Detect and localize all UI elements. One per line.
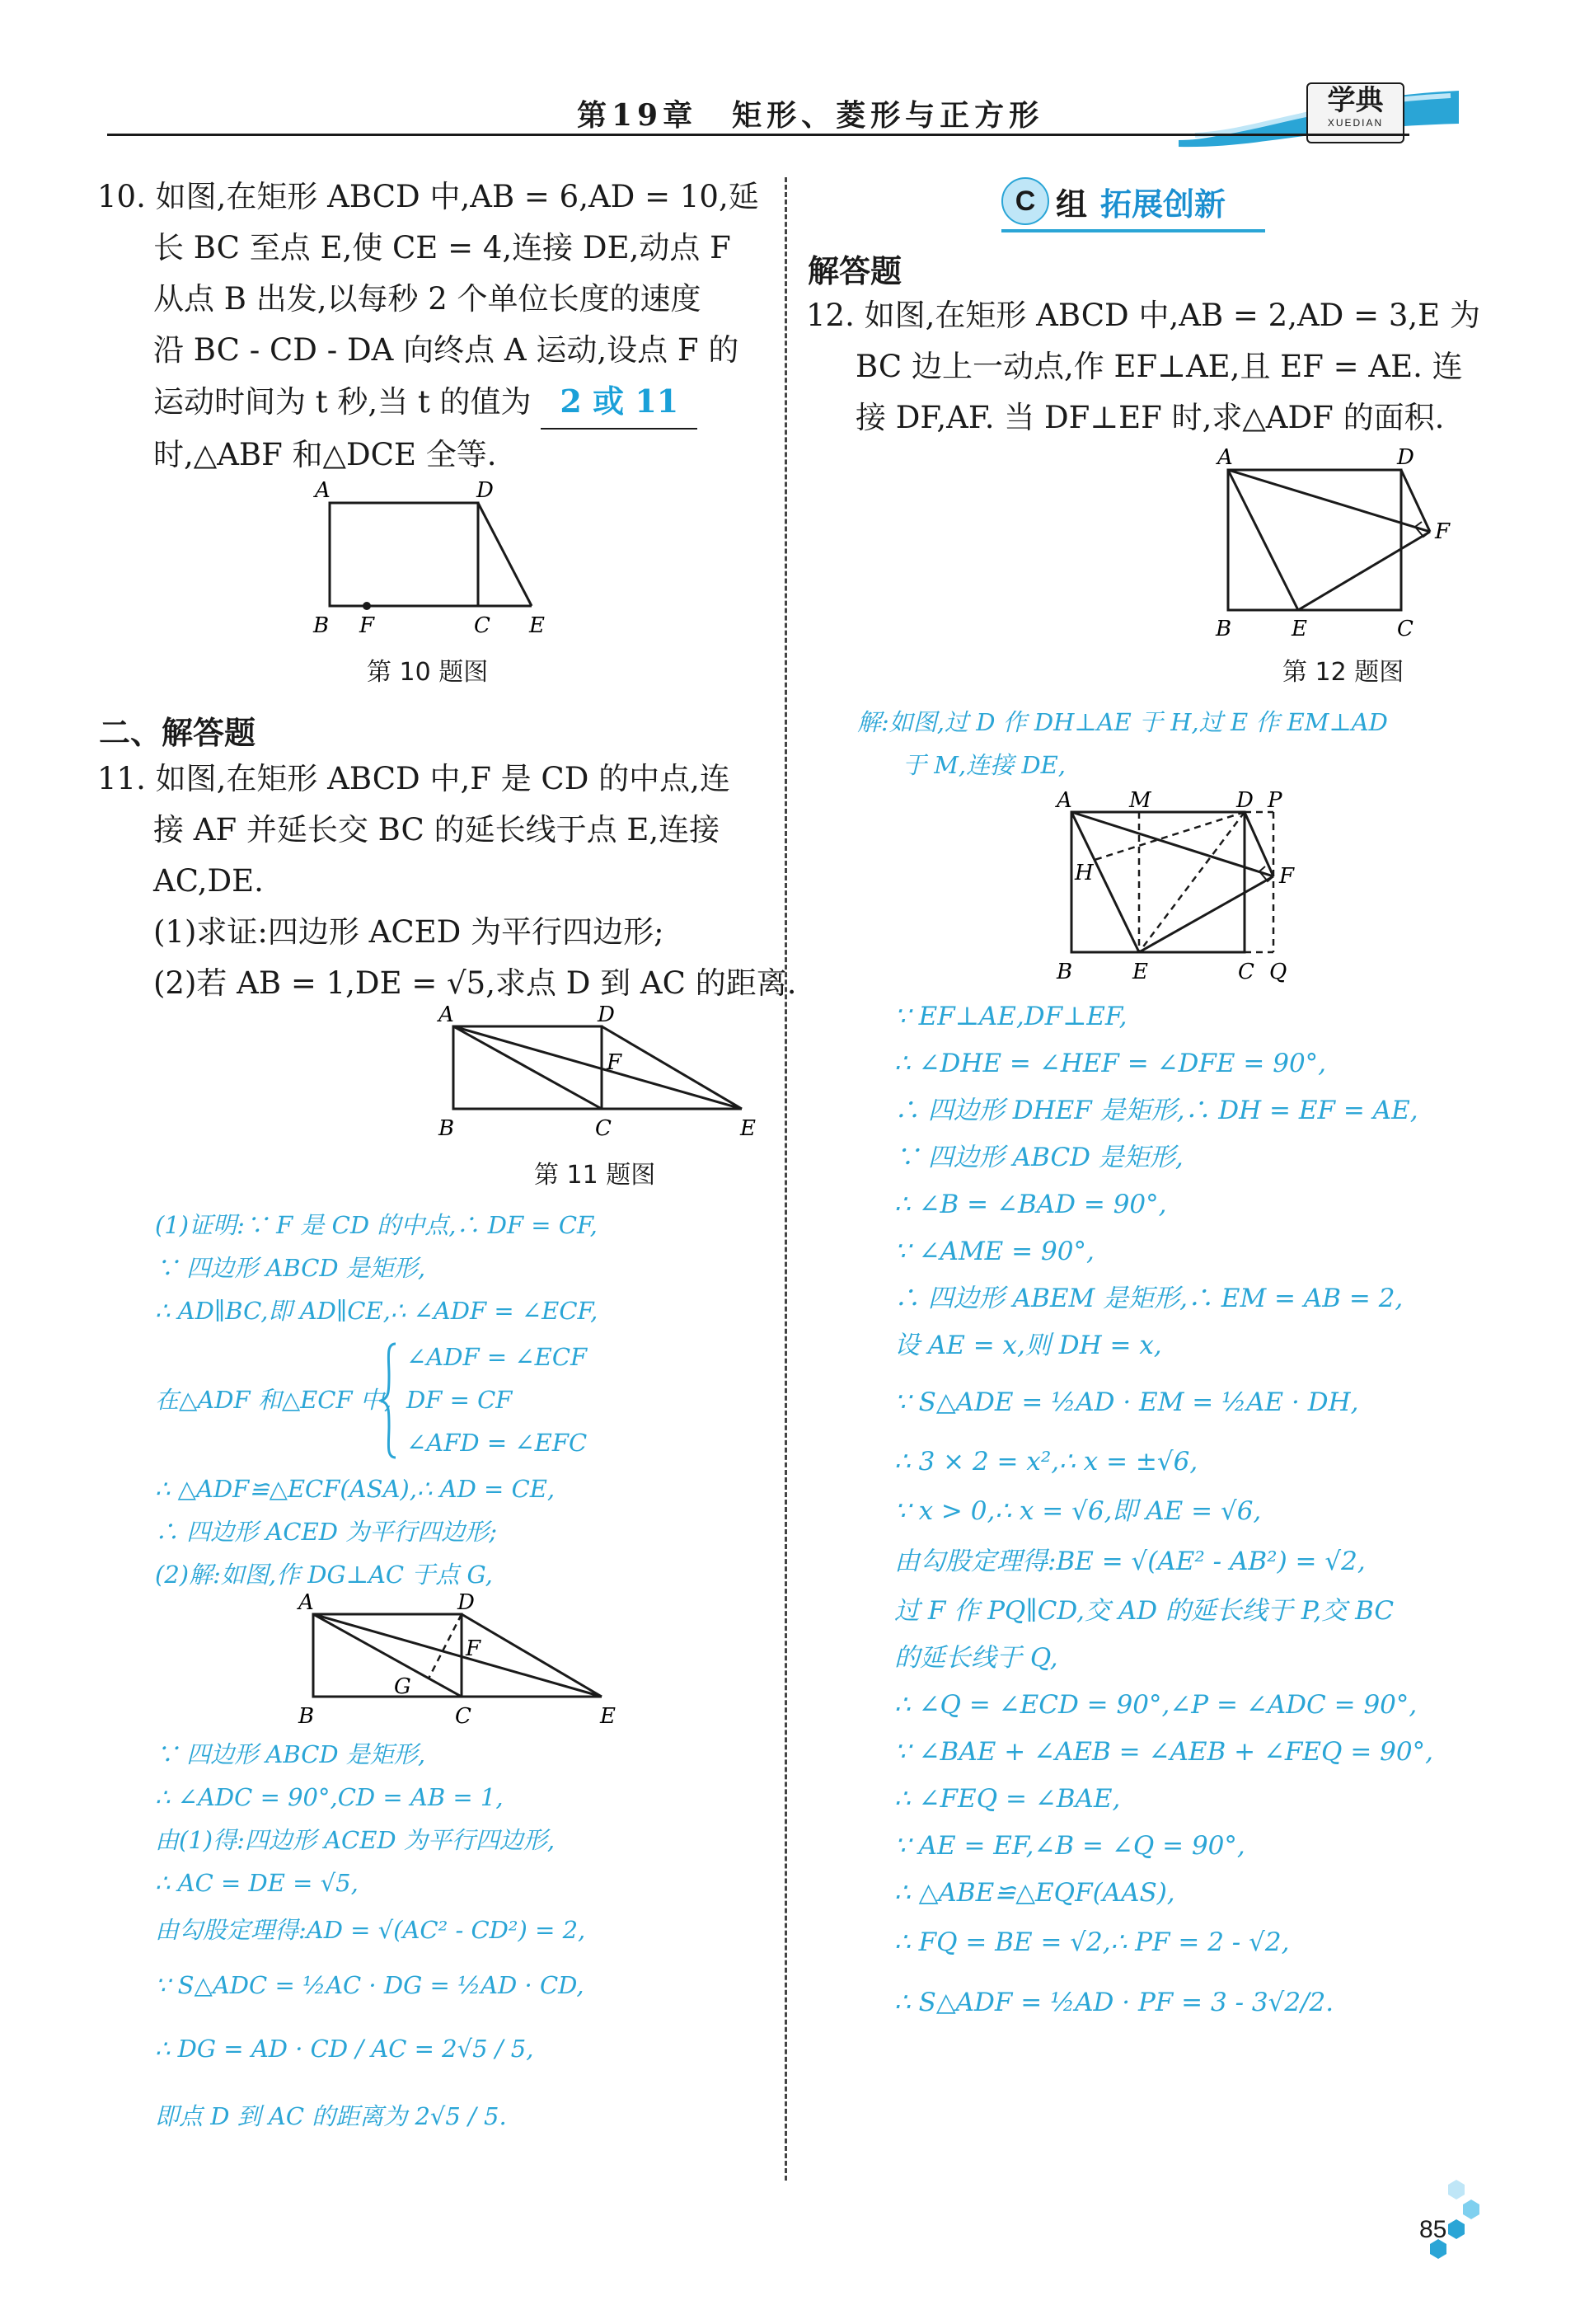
figure-10 xyxy=(305,474,569,639)
q10-line: 沿 BC - CD - DA 向终点 A 运动,设点 F 的 xyxy=(153,332,739,368)
solution-12-steps xyxy=(894,993,1433,2037)
solfig12-segment-df xyxy=(1245,812,1273,876)
sol11-line: ∴ DG = AD · CD / AC = 2√5 / 5, xyxy=(155,2035,534,2063)
solfig12-segment-af xyxy=(1071,812,1273,876)
fig11-segment-de xyxy=(602,1026,742,1109)
sol12-intro-line: 于 M,连接 DE, xyxy=(902,751,1066,779)
fig12-rectangle xyxy=(1228,470,1401,610)
question-10 xyxy=(97,171,759,481)
solution-12-intro xyxy=(857,701,1388,786)
fig12-label-c: C xyxy=(1397,617,1414,639)
q10-answer-blank xyxy=(541,376,697,430)
q12-line: BC 边上一动点,作 EF⊥AE,且 EF = AE. 连 xyxy=(856,349,1463,384)
fig11-caption: 第 11 题图 xyxy=(534,1161,656,1190)
sol12-line: 设 AE = x,则 DH = x, xyxy=(894,1331,1162,1360)
solution-11-part1b xyxy=(155,1467,555,1596)
sol12-line: ∴ 四边形 ABEM 是矩形,∴ EM = AB = 2, xyxy=(894,1284,1404,1313)
sol11-line: ∴ AC = DE = √5, xyxy=(155,1869,359,1897)
solfig12-label-d: D xyxy=(1236,788,1254,813)
solfig12-label-q: Q xyxy=(1269,960,1287,984)
sol11-line: (1)证明:∵ F 是 CD 的中点,∴ DF = CF, xyxy=(155,1211,598,1239)
sol12-intro-line: 解:如图,过 D 作 DH⊥AE 于 H,过 E 作 EM⊥AD xyxy=(857,708,1388,736)
solution-figure-11 xyxy=(288,1591,635,1727)
solution-11-part1 xyxy=(155,1204,598,1332)
q10-line: 10. 如图,在矩形 ABCD 中,AB = 6,AD = 10,延 xyxy=(97,179,759,214)
fig12-label-b: B xyxy=(1216,617,1232,639)
sol12-line: ∴ ∠B = ∠BAD = 90°, xyxy=(894,1190,1167,1219)
sol12-line: ∴ ∠Q = ∠ECD = 90°,∠P = ∠ADC = 90°, xyxy=(894,1690,1418,1720)
sol11-line: ∵ 四边形 ABCD 是矩形, xyxy=(155,1740,426,1768)
logo-main-text: 学典 xyxy=(1327,84,1384,117)
sol12-line: 的延长线于 Q, xyxy=(894,1643,1058,1673)
fig12-label-f: F xyxy=(1435,519,1451,544)
fig10-label-d: D xyxy=(476,478,494,503)
group-letter: C xyxy=(1001,177,1049,225)
fig10-point-f xyxy=(363,602,371,610)
fig10-label-c: C xyxy=(474,613,490,638)
sol11-line: ∴ ∠ADC = 90°,CD = AB = 1, xyxy=(155,1783,504,1811)
fig12-segment-df xyxy=(1401,470,1430,532)
fig12-caption: 第 12 题图 xyxy=(1282,658,1404,687)
solfig12-label-h: H xyxy=(1075,861,1094,885)
solfig11-label-g: G xyxy=(394,1674,411,1699)
sol11-system-line: ∠AFD = ∠EFC xyxy=(406,1429,588,1457)
group-c-badge xyxy=(1001,177,1226,227)
sol11-line: ∵ 四边形 ABCD 是矩形, xyxy=(155,1254,426,1282)
solfig11-segment-ae xyxy=(313,1614,602,1697)
solfig11-segment-dg xyxy=(429,1614,462,1678)
sol12-line: ∴ S△ADF = ½AD · PF = 3 - 3√2/2. xyxy=(894,1988,1334,2017)
fig10-label-e: E xyxy=(529,613,545,638)
fig12-segment-af xyxy=(1228,470,1430,532)
solfig12-label-e: E xyxy=(1132,960,1148,984)
fig12-segment-ef xyxy=(1298,532,1430,610)
solfig11-label-a: A xyxy=(298,1591,314,1615)
solfig12-label-a: A xyxy=(1057,788,1072,813)
fig12-label-a: A xyxy=(1217,445,1233,470)
sol11-line: ∵ S△ADC = ½AC · DG = ½AD · CD, xyxy=(155,1971,584,1999)
sol12-line: ∴ 四边形 DHEF 是矩形,∴ DH = EF = AE, xyxy=(894,1096,1418,1125)
sol12-line: ∴ ∠FEQ = ∠BAE, xyxy=(894,1784,1121,1814)
q10-line xyxy=(97,376,759,430)
sol11-system-line: DF = CF xyxy=(406,1386,513,1414)
q12-line: 12. 如图,在矩形 ABCD 中,AB = 2,AD = 3,E 为 xyxy=(806,298,1480,333)
sol12-line: ∵ AE = EF,∠B = ∠Q = 90°, xyxy=(894,1831,1245,1861)
sol12-line: ∵ ∠BAE + ∠AEB = ∠AEB + ∠FEQ = 90°, xyxy=(894,1737,1433,1767)
header-rule xyxy=(107,134,1409,136)
fig10-segment-de xyxy=(478,503,532,606)
solution-11-part2 xyxy=(155,1733,585,2150)
q11-line: 接 AF 并延长交 BC 的延长线于点 E,连接 xyxy=(153,812,720,847)
solfig11-segment-de xyxy=(462,1614,602,1697)
sol11-system-prefix: 在△ADF 和△ECF 中, xyxy=(155,1386,392,1414)
sol11-line: ∴ 四边形 ACED 为平行四边形; xyxy=(155,1518,497,1546)
sol11-line: ∴ △ADF≌△ECF(ASA),∴ AD = CE, xyxy=(155,1475,556,1503)
fig10-rectangle xyxy=(330,503,478,606)
fig12-label-e: E xyxy=(1292,617,1307,639)
sol12-line: ∵ 四边形 ABCD 是矩形, xyxy=(894,1143,1184,1172)
solfig12-label-f: F xyxy=(1279,864,1295,889)
solfig12-segment-de xyxy=(1139,812,1245,952)
fig11-label-e: E xyxy=(740,1116,756,1141)
fig11-segment-ae xyxy=(453,1026,742,1109)
solution-figure-12 xyxy=(1047,787,1310,985)
solfig12-rectangle xyxy=(1071,812,1245,952)
sol12-line: 过 F 作 PQ∥CD,交 AD 的延长线于 P,交 BC xyxy=(894,1596,1395,1626)
q11-line: AC,DE. xyxy=(153,863,264,899)
solfig11-label-e: E xyxy=(600,1704,616,1727)
sol12-line: ∴ ∠DHE = ∠HEF = ∠DFE = 90°, xyxy=(894,1049,1327,1078)
sol12-line: ∵ ∠AME = 90°, xyxy=(894,1237,1095,1266)
figure-11 xyxy=(429,1002,775,1142)
sol11-line: 由勾股定理得:AD = √(AC² - CD²) = 2, xyxy=(155,1916,586,1944)
fig10-label-f: F xyxy=(359,613,375,638)
q10-line5-prefix: 运动时间为 t 秒,当 t 的值为 xyxy=(153,384,532,420)
q12-line: 接 DF,AF. 当 DF⊥EF 时,求△ADF 的面积. xyxy=(856,400,1445,435)
logo-sub-text: XUEDIAN xyxy=(1327,117,1384,129)
sol11-system-brace xyxy=(379,1342,399,1459)
solfig12-segment-dh xyxy=(1095,812,1245,860)
group-badge-underline xyxy=(1001,229,1265,232)
fig11-label-c: C xyxy=(595,1116,612,1141)
q10-line: 长 BC 至点 E,使 CE = 4,连接 DE,动点 F xyxy=(153,230,731,265)
solfig12-label-b: B xyxy=(1057,960,1073,984)
solfig11-label-f: F xyxy=(466,1636,481,1661)
q10-line: 时,△ABF 和△DCE 全等. xyxy=(153,437,497,472)
solfig12-label-p: P xyxy=(1268,788,1282,813)
solfig12-label-m: M xyxy=(1129,788,1151,813)
sol11-line: 即点 D 到 AC 的距离为 2√5 / 5. xyxy=(155,2102,507,2130)
sol12-line: ∵ x > 0,∴ x = √6,即 AE = √6, xyxy=(894,1496,1262,1526)
sol12-line: 由勾股定理得:BE = √(AE² - AB²) = √2, xyxy=(894,1547,1366,1576)
fig10-label-b: B xyxy=(313,613,330,638)
figure-12 xyxy=(1207,441,1471,639)
sol12-line: ∴ FQ = BE = √2,∴ PF = 2 - √2, xyxy=(894,1927,1290,1957)
solfig12-label-c: C xyxy=(1238,960,1254,984)
q10-line: 从点 B 出发,以每秒 2 个单位长度的速度 xyxy=(153,281,701,317)
group-title: 拓展创新 xyxy=(1100,185,1226,223)
fig12-segment-ae xyxy=(1228,470,1298,610)
sol11-line: (2)解:如图,作 DG⊥AC 于点 G, xyxy=(155,1561,493,1589)
sol11-system-line: ∠ADF = ∠ECF xyxy=(406,1343,588,1371)
q11-line: (2)若 AB = 1,DE = √5,求点 D 到 AC 的距离. xyxy=(153,965,797,1001)
solfig11-label-c: C xyxy=(455,1704,471,1727)
fig11-label-a: A xyxy=(438,1002,454,1027)
solfig11-label-d: D xyxy=(457,1591,475,1615)
question-11 xyxy=(97,754,797,1009)
fig11-label-b: B xyxy=(438,1116,455,1141)
right-section-title: 解答题 xyxy=(808,253,902,289)
sol11-line: ∴ AD∥BC,即 AD∥CE,∴ ∠ADF = ∠ECF, xyxy=(155,1297,598,1325)
fig11-label-d: D xyxy=(598,1002,615,1027)
sol12-line: ∴ △ABE≌△EQF(AAS), xyxy=(894,1878,1175,1908)
solfig11-label-b: B xyxy=(298,1704,315,1727)
question-12 xyxy=(806,290,1480,444)
sol11-line: 由(1)得:四边形 ACED 为平行四边形, xyxy=(155,1826,556,1854)
fig12-label-d: D xyxy=(1397,445,1414,470)
fig11-segment-ac xyxy=(453,1026,602,1109)
q11-line: (1)求证:四边形 ACED 为平行四边形; xyxy=(153,914,664,950)
sol12-line: ∵ S△ADE = ½AD · EM = ½AE · DH, xyxy=(894,1387,1359,1417)
chapter-title: 第19章 矩形、菱形与正方形 xyxy=(577,98,1044,133)
page-number: 85 xyxy=(1419,2216,1447,2243)
section-2-title: 二、解答题 xyxy=(99,715,256,751)
fig11-label-f: F xyxy=(607,1050,622,1075)
fig10-caption: 第 10 题图 xyxy=(367,658,489,687)
sol12-line: ∵ EF⊥AE,DF⊥EF, xyxy=(894,1002,1128,1031)
q10-answer: 2 或 11 xyxy=(560,383,679,420)
fig10-label-a: A xyxy=(315,478,331,503)
solfig12-segment-ef xyxy=(1139,876,1273,952)
sol12-line: ∴ 3 × 2 = x²,∴ x = ±√6, xyxy=(894,1447,1198,1477)
column-divider xyxy=(785,177,787,2181)
group-word: 组 xyxy=(1056,185,1088,223)
q11-line: 11. 如图,在矩形 ABCD 中,F 是 CD 的中点,连 xyxy=(97,761,730,796)
